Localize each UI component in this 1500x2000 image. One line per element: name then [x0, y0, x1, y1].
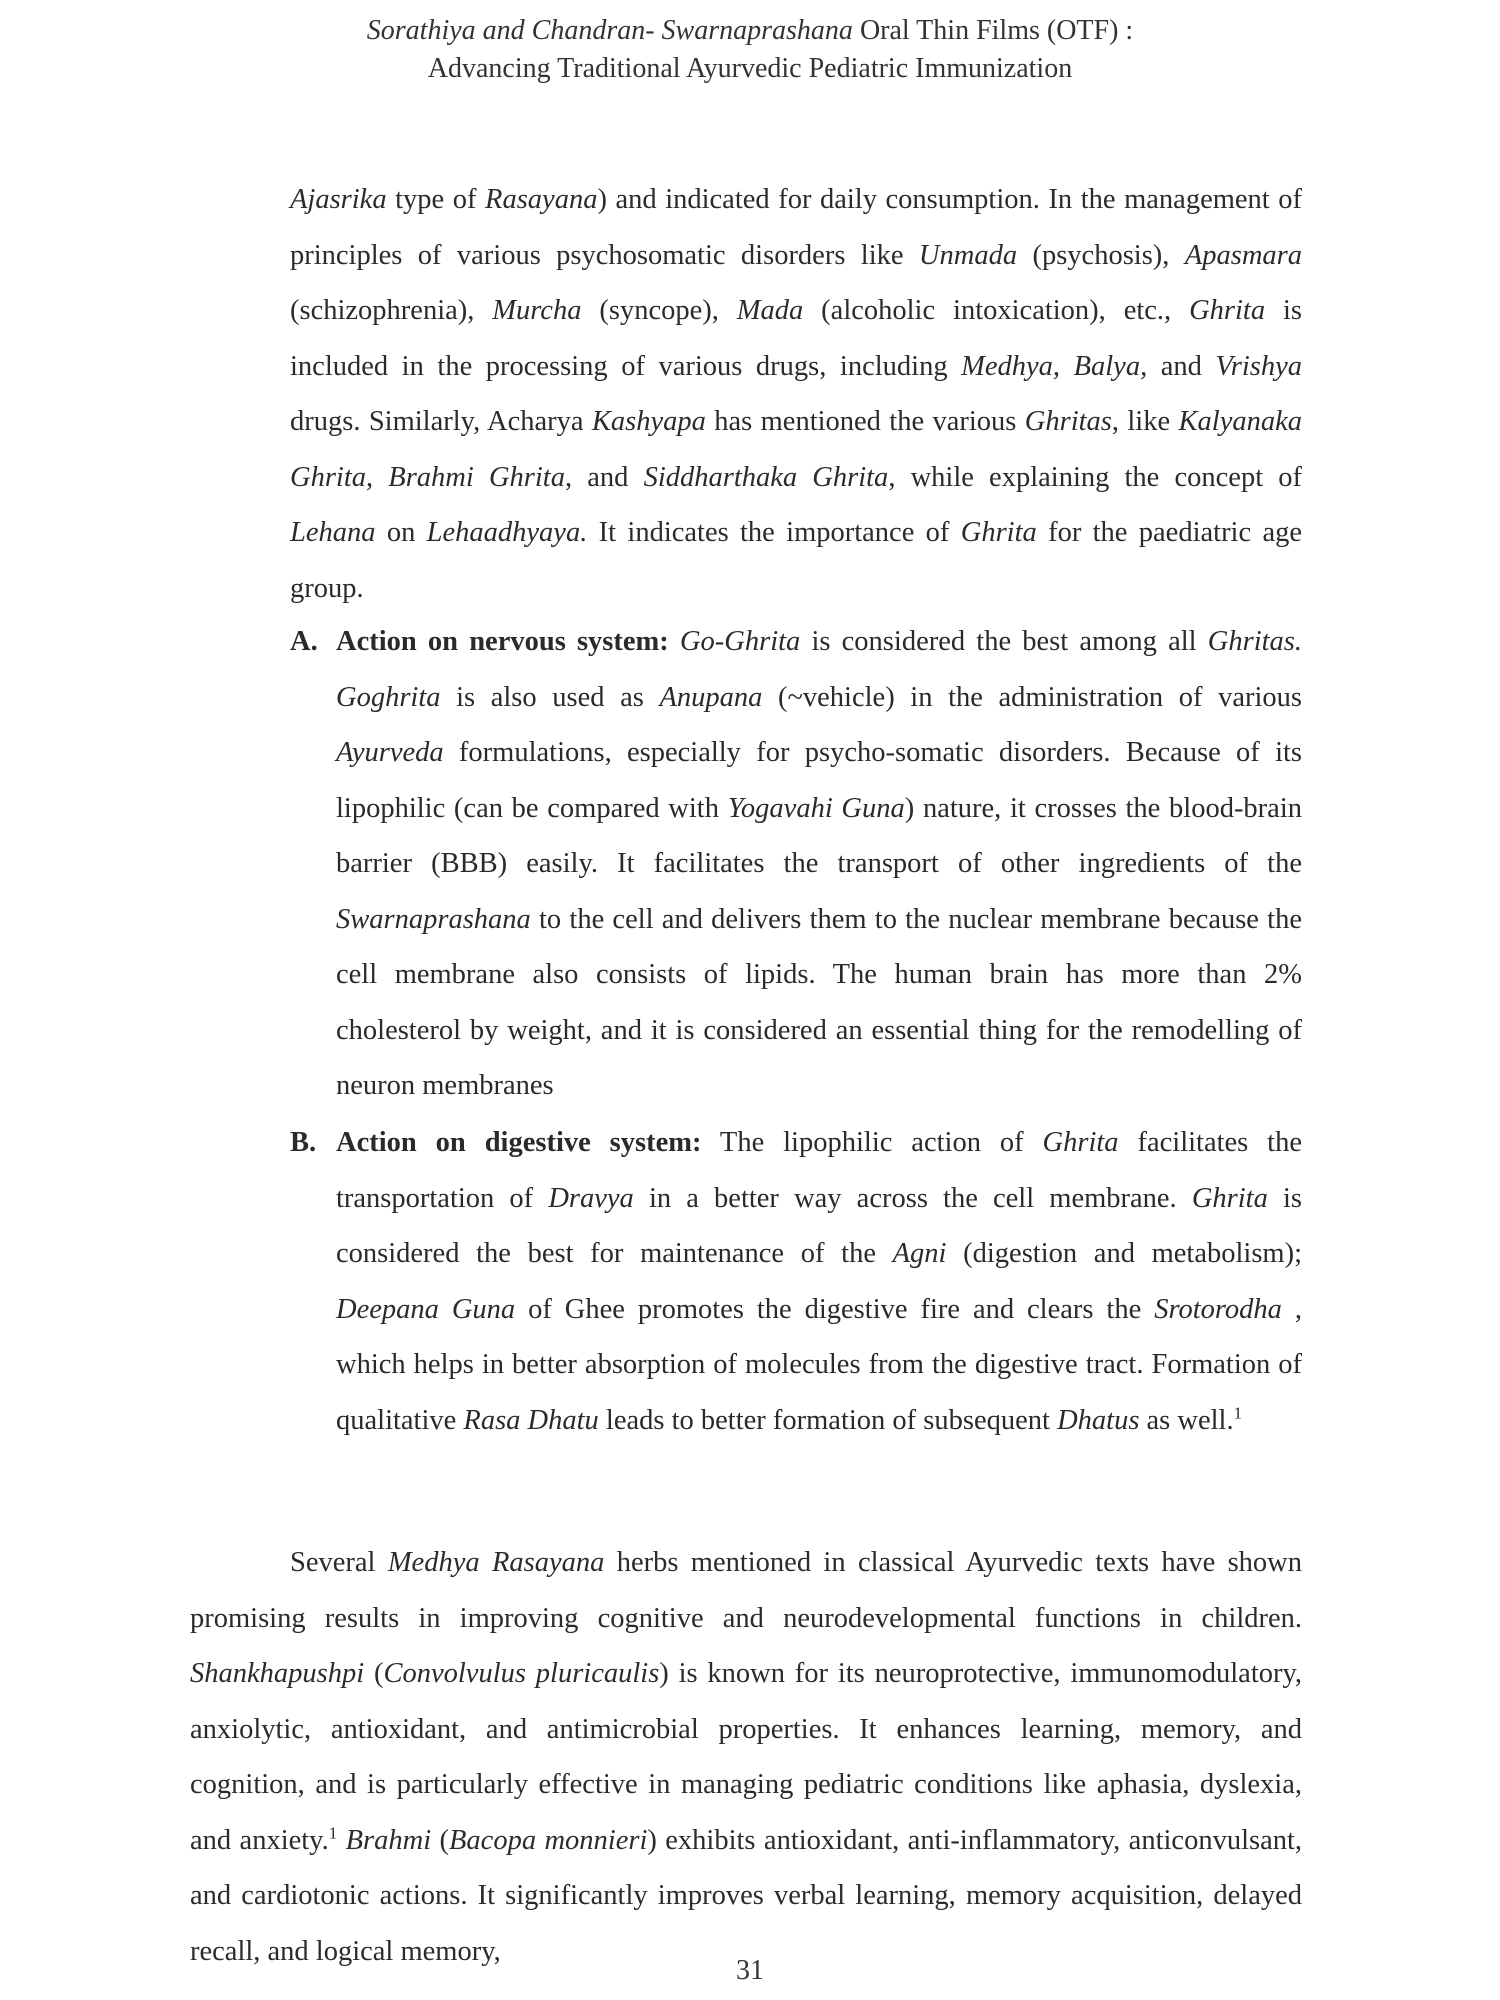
term: Medhya Rasayana [387, 1547, 605, 1578]
list-item-digestive-system [290, 1115, 1302, 1448]
citation-superscript: 1 [328, 1823, 338, 1842]
text: in a better way across the cell membrane. [633, 1182, 1192, 1214]
term: Anupana [659, 681, 763, 713]
text: is included in the processing of various drugs, including [290, 295, 1303, 382]
list-item-body [336, 614, 1302, 1114]
text: , which helps in better absorption of molecules from the digestive tract. Formation of qualitative [336, 1293, 1303, 1436]
term: Unmada [918, 239, 1018, 271]
term: Agni [892, 1238, 947, 1269]
text: drugs. Similarly, Acharya [290, 406, 592, 437]
text: (psychosis), [1017, 239, 1185, 271]
text: ( [364, 1658, 384, 1689]
term: Mada [736, 295, 804, 326]
text: ) is known for its neuroprotective, immunomodulatory, anxiolytic, antioxidant, and antimicrobial properties. It enhances learning, memory, and cognition, and is particularly effective in managing pediatric conditions like aphasia, dyslexia, and anxiety. [190, 1658, 1303, 1856]
term: Lehana [290, 517, 376, 548]
text: to the cell and delivers them to the nuclear membrane because the cell membrane also consists of lipids. The human brain has more than 2% cholesterol by weight, and it is considered an essential thing for the remodelling of neuron membranes [336, 903, 1302, 1101]
term: Goghrita [336, 681, 441, 713]
text: is considered the best among all [800, 626, 1208, 657]
term: Ayurveda [336, 737, 444, 768]
list-item-body [336, 1115, 1302, 1448]
text: and [1147, 350, 1216, 382]
term: Go-Ghrita [679, 626, 801, 657]
list-marker: B. [290, 1127, 317, 1158]
term: Ghrita [1189, 295, 1266, 326]
term: Dravya [548, 1182, 634, 1214]
term: Dhatus [1057, 1404, 1140, 1436]
text: is considered the best for maintenance of the [336, 1182, 1302, 1269]
item-heading: Action on digestive system: [336, 1127, 702, 1158]
text: (syncope), [581, 295, 737, 326]
page-number: 31 [736, 1955, 764, 1986]
term: Kalyanaka Ghrita [290, 406, 1302, 493]
text: Several [290, 1547, 388, 1578]
text: (schizophrenia), [290, 295, 493, 326]
text: ( [431, 1824, 450, 1856]
term: Rasa Dhatu [463, 1404, 599, 1436]
header-line-2: Advancing Traditional Ayurvedic Pediatric Immunization [427, 53, 1073, 84]
term: Shankhapushpi [190, 1658, 365, 1689]
term: Ghrita [1191, 1182, 1268, 1214]
header-line-1 [0, 12, 1500, 50]
term: Ghrita [1042, 1127, 1119, 1158]
text: ) nature, it crosses the blood-brain barrier (BBB) easily. It facilitates the transport of other ingredients of the [336, 792, 1302, 879]
term: Ajasrika [290, 184, 387, 215]
text: , [366, 461, 389, 493]
term: Ghritas. [1207, 626, 1302, 657]
text: of Ghee promotes the digestive fire and clears the [515, 1293, 1155, 1325]
term: Convolvulus pluricaulis [383, 1658, 660, 1689]
list-marker: A. [290, 626, 318, 657]
term: Deepana Guna [336, 1293, 516, 1325]
term: Yogavahi Guna [727, 792, 905, 824]
header-title-rest: Oral Thin Films (OTF) : [852, 15, 1134, 46]
header-authors-title: Sorathiya and Chandran- Swarnaprashana [366, 15, 853, 46]
text [337, 1825, 345, 1856]
term: Ghrita [960, 517, 1037, 548]
term: Murcha [492, 295, 582, 326]
term: Rasayana [485, 184, 598, 215]
term: Swarnaprashana [336, 903, 531, 935]
text: , and [564, 461, 644, 493]
text: on [375, 517, 427, 548]
text: (digestion and metabolism); [946, 1238, 1302, 1269]
text: has mentioned the various [705, 406, 1025, 437]
text: facilitates the transportation of [336, 1127, 1303, 1214]
item-heading: Action on nervous system: [336, 626, 669, 657]
text: It indicates the importance of [587, 517, 961, 548]
term: Siddharthaka Ghrita [643, 461, 889, 493]
text: ) exhibits antioxidant, anti-inflammatory, anticonvulsant, and cardiotonic actions. It significantly improves verbal learning, memory acquisition, delayed recall, and logical memory, [190, 1824, 1303, 1967]
term: Srotorodha [1154, 1293, 1282, 1325]
term: Medhya, Balya, [961, 350, 1148, 382]
text: (alcoholic intoxication), etc., [803, 295, 1190, 326]
text: ) and indicated for daily consumption. In the management of principles of various psychosomatic disorders like [290, 184, 1302, 271]
text: leads to better formation of subsequent [598, 1404, 1058, 1436]
paragraph-medhya-rasayana [190, 1535, 1302, 1979]
text [669, 626, 680, 657]
text: is also used as [440, 681, 660, 713]
term: Ghritas [1024, 406, 1112, 437]
text: The lipophilic action of [701, 1127, 1043, 1158]
text: , while explaining the concept of [888, 461, 1303, 493]
citation-superscript: 1 [1233, 1403, 1243, 1422]
text: (~vehicle) in the administration of various [762, 681, 1302, 713]
text: for the paediatric age group. [290, 517, 1302, 604]
term: Lehaadhyaya. [426, 517, 588, 548]
paragraph-ghrita-intro [290, 172, 1302, 616]
text: , like [1111, 406, 1179, 437]
text: herbs mentioned in classical Ayurvedic texts have shown promising results in improving cognitive and neurodevelopmental functions in children. [190, 1547, 1302, 1634]
term: Kashyapa [591, 406, 706, 437]
list-item-nervous-system [290, 614, 1302, 1114]
text: formulations, especially for psycho-somatic disorders. Because of its lipophilic (can be compared with [336, 737, 1302, 824]
term: Apasmara [1184, 239, 1302, 271]
text: type of [386, 184, 486, 215]
term: Brahmi Ghrita [388, 461, 565, 493]
text: as well. [1139, 1404, 1234, 1436]
term: Brahmi [345, 1824, 432, 1856]
term: Bacopa monnieri [449, 1824, 648, 1856]
term: Vrishya [1215, 350, 1302, 382]
running-header [0, 12, 1500, 88]
